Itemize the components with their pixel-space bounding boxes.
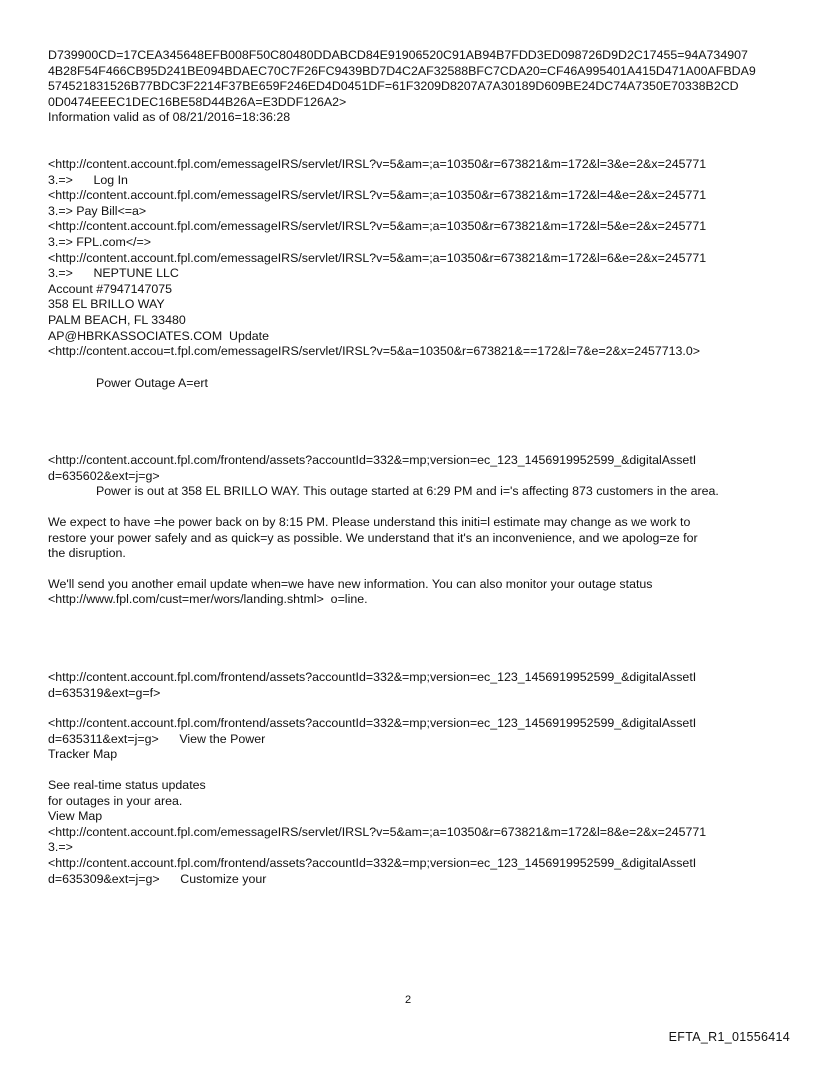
view-power-tracker-label[interactable]: d=635311&ext=j=g> View the Power bbox=[48, 731, 266, 746]
text-line: for outages in your area. bbox=[48, 793, 183, 808]
outage-status-link[interactable]: <http://www.fpl.com/cust=mer/wors/landing.shtml> o=line. bbox=[48, 592, 368, 607]
pay-bill-link[interactable]: <http://content.account.fpl.com/emessageIRS/servlet/IRSL?v=5&am=;a=10350&r=673821&m=172&l=4&e=2&x=245771 bbox=[48, 188, 707, 203]
fpl-com-link-label[interactable]: 3.=> FPL.com</=> bbox=[48, 234, 151, 249]
spacer bbox=[48, 126, 776, 157]
outage-image-link-block bbox=[48, 453, 776, 484]
account-name: 3.=> NEPTUNE LLC bbox=[48, 266, 179, 281]
email-document-body bbox=[48, 48, 776, 887]
asset-link-cont[interactable]: d=635319&ext=g=f> bbox=[48, 685, 161, 700]
view-map-block bbox=[48, 778, 776, 887]
outage-status-line: Power is out at 358 EL BRILLO WAY. This outage started at 6:29 PM and i='s affecting 873 customers in the area. bbox=[96, 484, 719, 499]
view-map-link[interactable]: View Map bbox=[48, 809, 103, 824]
account-email-update[interactable]: AP@HBRKASSOCIATES.COM Update bbox=[48, 328, 269, 343]
map-link[interactable]: <http://content.account.fpl.com/emessageIRS/servlet/IRSL?v=5&am=;a=10350&r=673821&m=172&l=8&e=2&x=245771 bbox=[48, 824, 707, 839]
customize-link-label[interactable]: d=635309&ext=j=g> Customize your bbox=[48, 871, 267, 886]
asset-link-cont[interactable]: d=635602&ext=j=g> bbox=[48, 468, 160, 483]
text-line: 574521831526B77BDC3F2214F37BE659F246ED4D0451DF=61F3209D8207A7A30189D609BE24DC74A7350E70338B2CD bbox=[48, 79, 739, 94]
info-valid-line: Information valid as of 08/21/2016=18:36:28 bbox=[48, 110, 291, 125]
login-link-label[interactable]: 3.=> Log In bbox=[48, 172, 128, 187]
asset-link[interactable]: <http://content.account.fpl.com/frontend/assets?accountId=332&=mp;version=ec_123_1456919952599_&digitalAssetI bbox=[48, 453, 697, 468]
restore-estimate-paragraph bbox=[48, 515, 776, 562]
text-line: 0D0474EEEC1DEC16BE58D44B26A=E3DDF126A2> bbox=[48, 94, 347, 109]
asset-link-block bbox=[48, 670, 776, 701]
spacer bbox=[48, 562, 776, 577]
encoded-header-block bbox=[48, 48, 776, 126]
spacer bbox=[48, 500, 776, 515]
spacer bbox=[48, 360, 776, 376]
text-line: We expect to have =he power back on by 8:15 PM. Please understand this initi=l estimate may change as we work to bbox=[48, 515, 691, 530]
spacer bbox=[48, 763, 776, 778]
page-number: 2 bbox=[404, 994, 412, 1006]
email-update-paragraph bbox=[48, 577, 776, 608]
update-link[interactable]: <http://content.accou=t.fpl.com/emessageIRS/servlet/IRSL?v=5&a=10350&r=673821&==172&l=7&e=2&x=2457713.0> bbox=[48, 344, 701, 359]
account-number: Account #7947147075 bbox=[48, 281, 173, 296]
text-line: 4B28F54F466CB95D241BE094BDAEC70C7F26FC9439BD7D4C2AF32588BFC7CDA20=CF46A995401A415D471A00AFBDA9 bbox=[48, 63, 756, 78]
login-link[interactable]: <http://content.account.fpl.com/emessageIRS/servlet/IRSL?v=5&am=;a=10350&r=673821&m=172&l=3&e=2&x=245771 bbox=[48, 156, 707, 171]
account-links-block bbox=[48, 157, 776, 360]
text-line: D739900CD=17CEA345648EFB008F50C80480DDABCD84E91906520C91AB94B7FDD3ED098726D9D2C17455=94A734907 bbox=[48, 48, 748, 62]
spacer bbox=[48, 701, 776, 716]
text-line: See real-time status updates bbox=[48, 778, 206, 792]
asset-link[interactable]: <http://content.account.fpl.com/frontend/assets?accountId=332&=mp;version=ec_123_1456919952599_&digitalAssetI bbox=[48, 716, 697, 731]
document-id: EFTA_R1_01556414 bbox=[668, 1030, 790, 1044]
power-outage-heading: Power Outage A=ert bbox=[96, 375, 208, 390]
pay-bill-link-label[interactable]: 3.=> Pay Bill<=a> bbox=[48, 203, 147, 218]
text-line: restore your power safely and as quick=y as possible. We understand that it's an inconvenience, and we apolog=ze for bbox=[48, 530, 698, 545]
address-city: PALM BEACH, FL 33480 bbox=[48, 312, 186, 327]
text-line: the disruption. bbox=[48, 546, 126, 561]
asset-link[interactable]: <http://content.account.fpl.com/frontend/assets?accountId=332&=mp;version=ec_123_1456919952599_&digitalAssetI bbox=[48, 670, 697, 685]
fpl-com-link[interactable]: <http://content.account.fpl.com/emessageIRS/servlet/IRSL?v=5&am=;a=10350&r=673821&m=172&l=5&e=2&x=245771 bbox=[48, 219, 707, 234]
text-line: We'll send you another email update when=we have new information. You can also monitor your outage status bbox=[48, 576, 653, 591]
asset-link[interactable]: <http://content.account.fpl.com/frontend/assets?accountId=332&=mp;version=ec_123_1456919952599_&digitalAssetI bbox=[48, 855, 697, 870]
tracker-map-label: Tracker Map bbox=[48, 747, 118, 762]
address-street: 358 EL BRILLO WAY bbox=[48, 297, 165, 312]
map-link-cont[interactable]: 3.=> bbox=[48, 840, 73, 855]
account-link[interactable]: <http://content.account.fpl.com/emessageIRS/servlet/IRSL?v=5&am=;a=10350&r=673821&m=172&l=6&e=2&x=245771 bbox=[48, 250, 707, 265]
power-tracker-block bbox=[48, 716, 776, 763]
spacer bbox=[48, 608, 776, 670]
spacer bbox=[48, 391, 776, 453]
